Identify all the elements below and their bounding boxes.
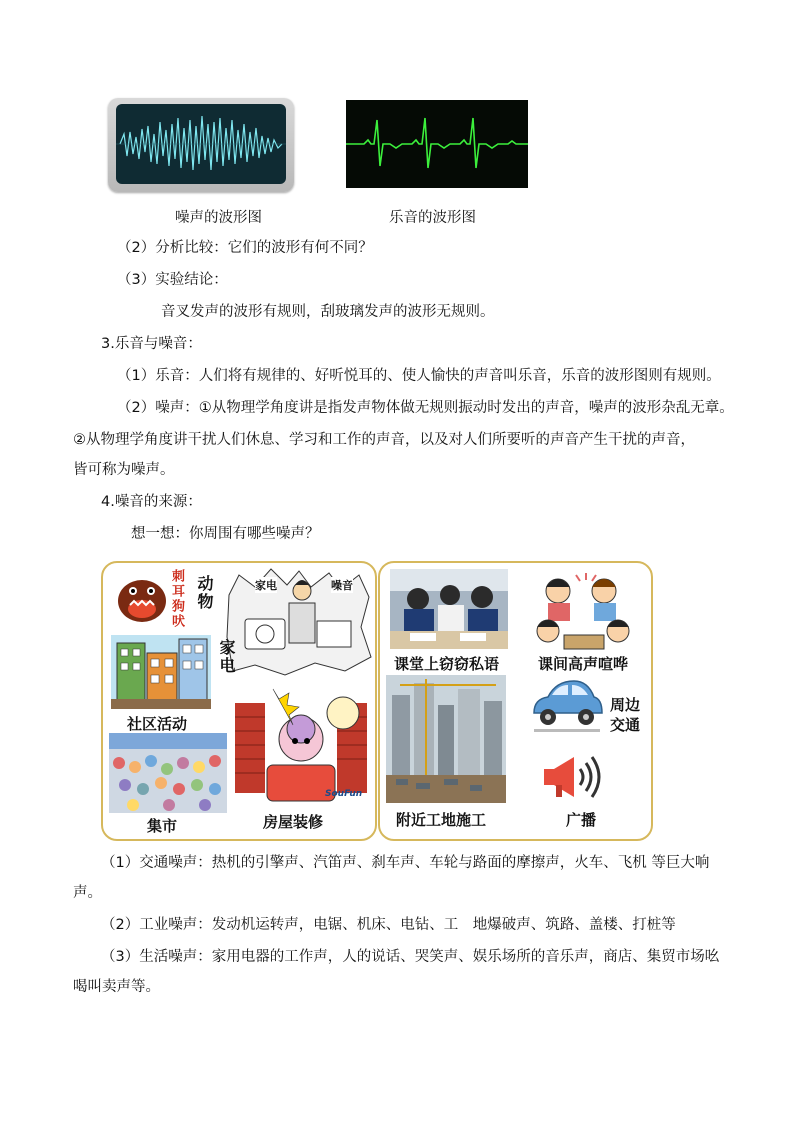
traffic-noise-line-2: 声。 [73, 885, 102, 901]
recess-shouting-label: 课间高声喧哗 [538, 655, 629, 673]
music-waveform-image [346, 100, 528, 188]
noise-definition-1: （2）噪声：①从物理学角度讲是指发声物体做无规则振动时发出的声音，噪声的波形杂乱无章。 [117, 400, 734, 416]
community-label: 社区活动 [127, 715, 188, 733]
animal-label: 动物 [195, 575, 214, 611]
conclusion-text: 音叉发声的波形有规则，刮玻璃发声的波形无规则。 [161, 304, 495, 320]
noise-badge: 噪音 [331, 579, 353, 592]
soufun-watermark: SouFun [325, 789, 363, 799]
classroom-whisper-label: 课堂上窃窃私语 [394, 655, 500, 673]
renovation-label: 房屋装修 [263, 813, 324, 831]
noise-sources-left-panel [101, 561, 377, 841]
construction-label: 附近工地施工 [396, 811, 487, 829]
classroom-whisper-photo [390, 569, 508, 649]
market-label: 集市 [147, 817, 178, 835]
noise-waveform-caption: 噪声的波形图 [175, 210, 262, 226]
loudspeaker-icon [540, 751, 606, 805]
community-activity-illustration [111, 635, 211, 709]
noise-waveform-image [108, 98, 294, 192]
noise-definition-2b: 皆可称为噪声。 [73, 462, 175, 478]
music-waveform-graphic [346, 100, 528, 188]
appliance-badge: 家电 [255, 579, 277, 592]
noise-definition-2a: ②从物理学角度讲干扰人们休息、学习和工作的声音，以及对人们所要听的声音产生干扰的声音， [73, 432, 695, 448]
market-illustration [109, 733, 227, 813]
broadcast-label: 广播 [566, 811, 597, 829]
life-noise-line-2: 喝叫卖声等。 [73, 979, 160, 995]
construction-site-photo [386, 675, 506, 803]
music-waveform-caption: 乐音的波形图 [389, 210, 476, 226]
industrial-noise-line: （2）工业噪声：发动机运转声，电锯、机床、电钻、工 地爆破声、筑路、盖楼、打桩等 [101, 917, 676, 933]
dog-bark-text: 刺耳狗吠 [169, 569, 184, 629]
barking-dog-illustration [113, 571, 171, 627]
music-definition: （1）乐音：人们将有规律的、好听悦耳的、使人愉快的声音叫乐音，乐音的波形图则有规则。 [117, 368, 721, 384]
recess-shouting-illustration [528, 569, 638, 653]
analysis-question: （2）分析比较：它们的波形有何不同？ [117, 240, 373, 256]
traffic-label-1: 周边 [610, 696, 641, 714]
section-3-heading: 3.乐音与噪音： [101, 336, 202, 352]
appliance-label: 家电 [217, 639, 236, 675]
traffic-noise-line-1: （1）交通噪声：热机的引擎声、汽笛声、刹车声、车轮与路面的摩擦声，火车、飞机 等巨大响 [101, 855, 710, 871]
life-noise-line-1: （3）生活噪声：家用电器的工作声，人的说话、哭笑声、娱乐场所的音乐声，商店、集贸市场吆 [101, 949, 720, 965]
car-illustration [528, 673, 604, 737]
traffic-label-2: 交通 [610, 716, 641, 734]
noise-waveform-graphic [116, 104, 286, 184]
think-prompt: 想一想：你周围有哪些噪声？ [131, 526, 320, 542]
noise-sources-right-panel [378, 561, 653, 841]
conclusion-heading: （3）实验结论： [117, 272, 228, 288]
section-4-heading: 4.噪音的来源： [101, 494, 202, 510]
